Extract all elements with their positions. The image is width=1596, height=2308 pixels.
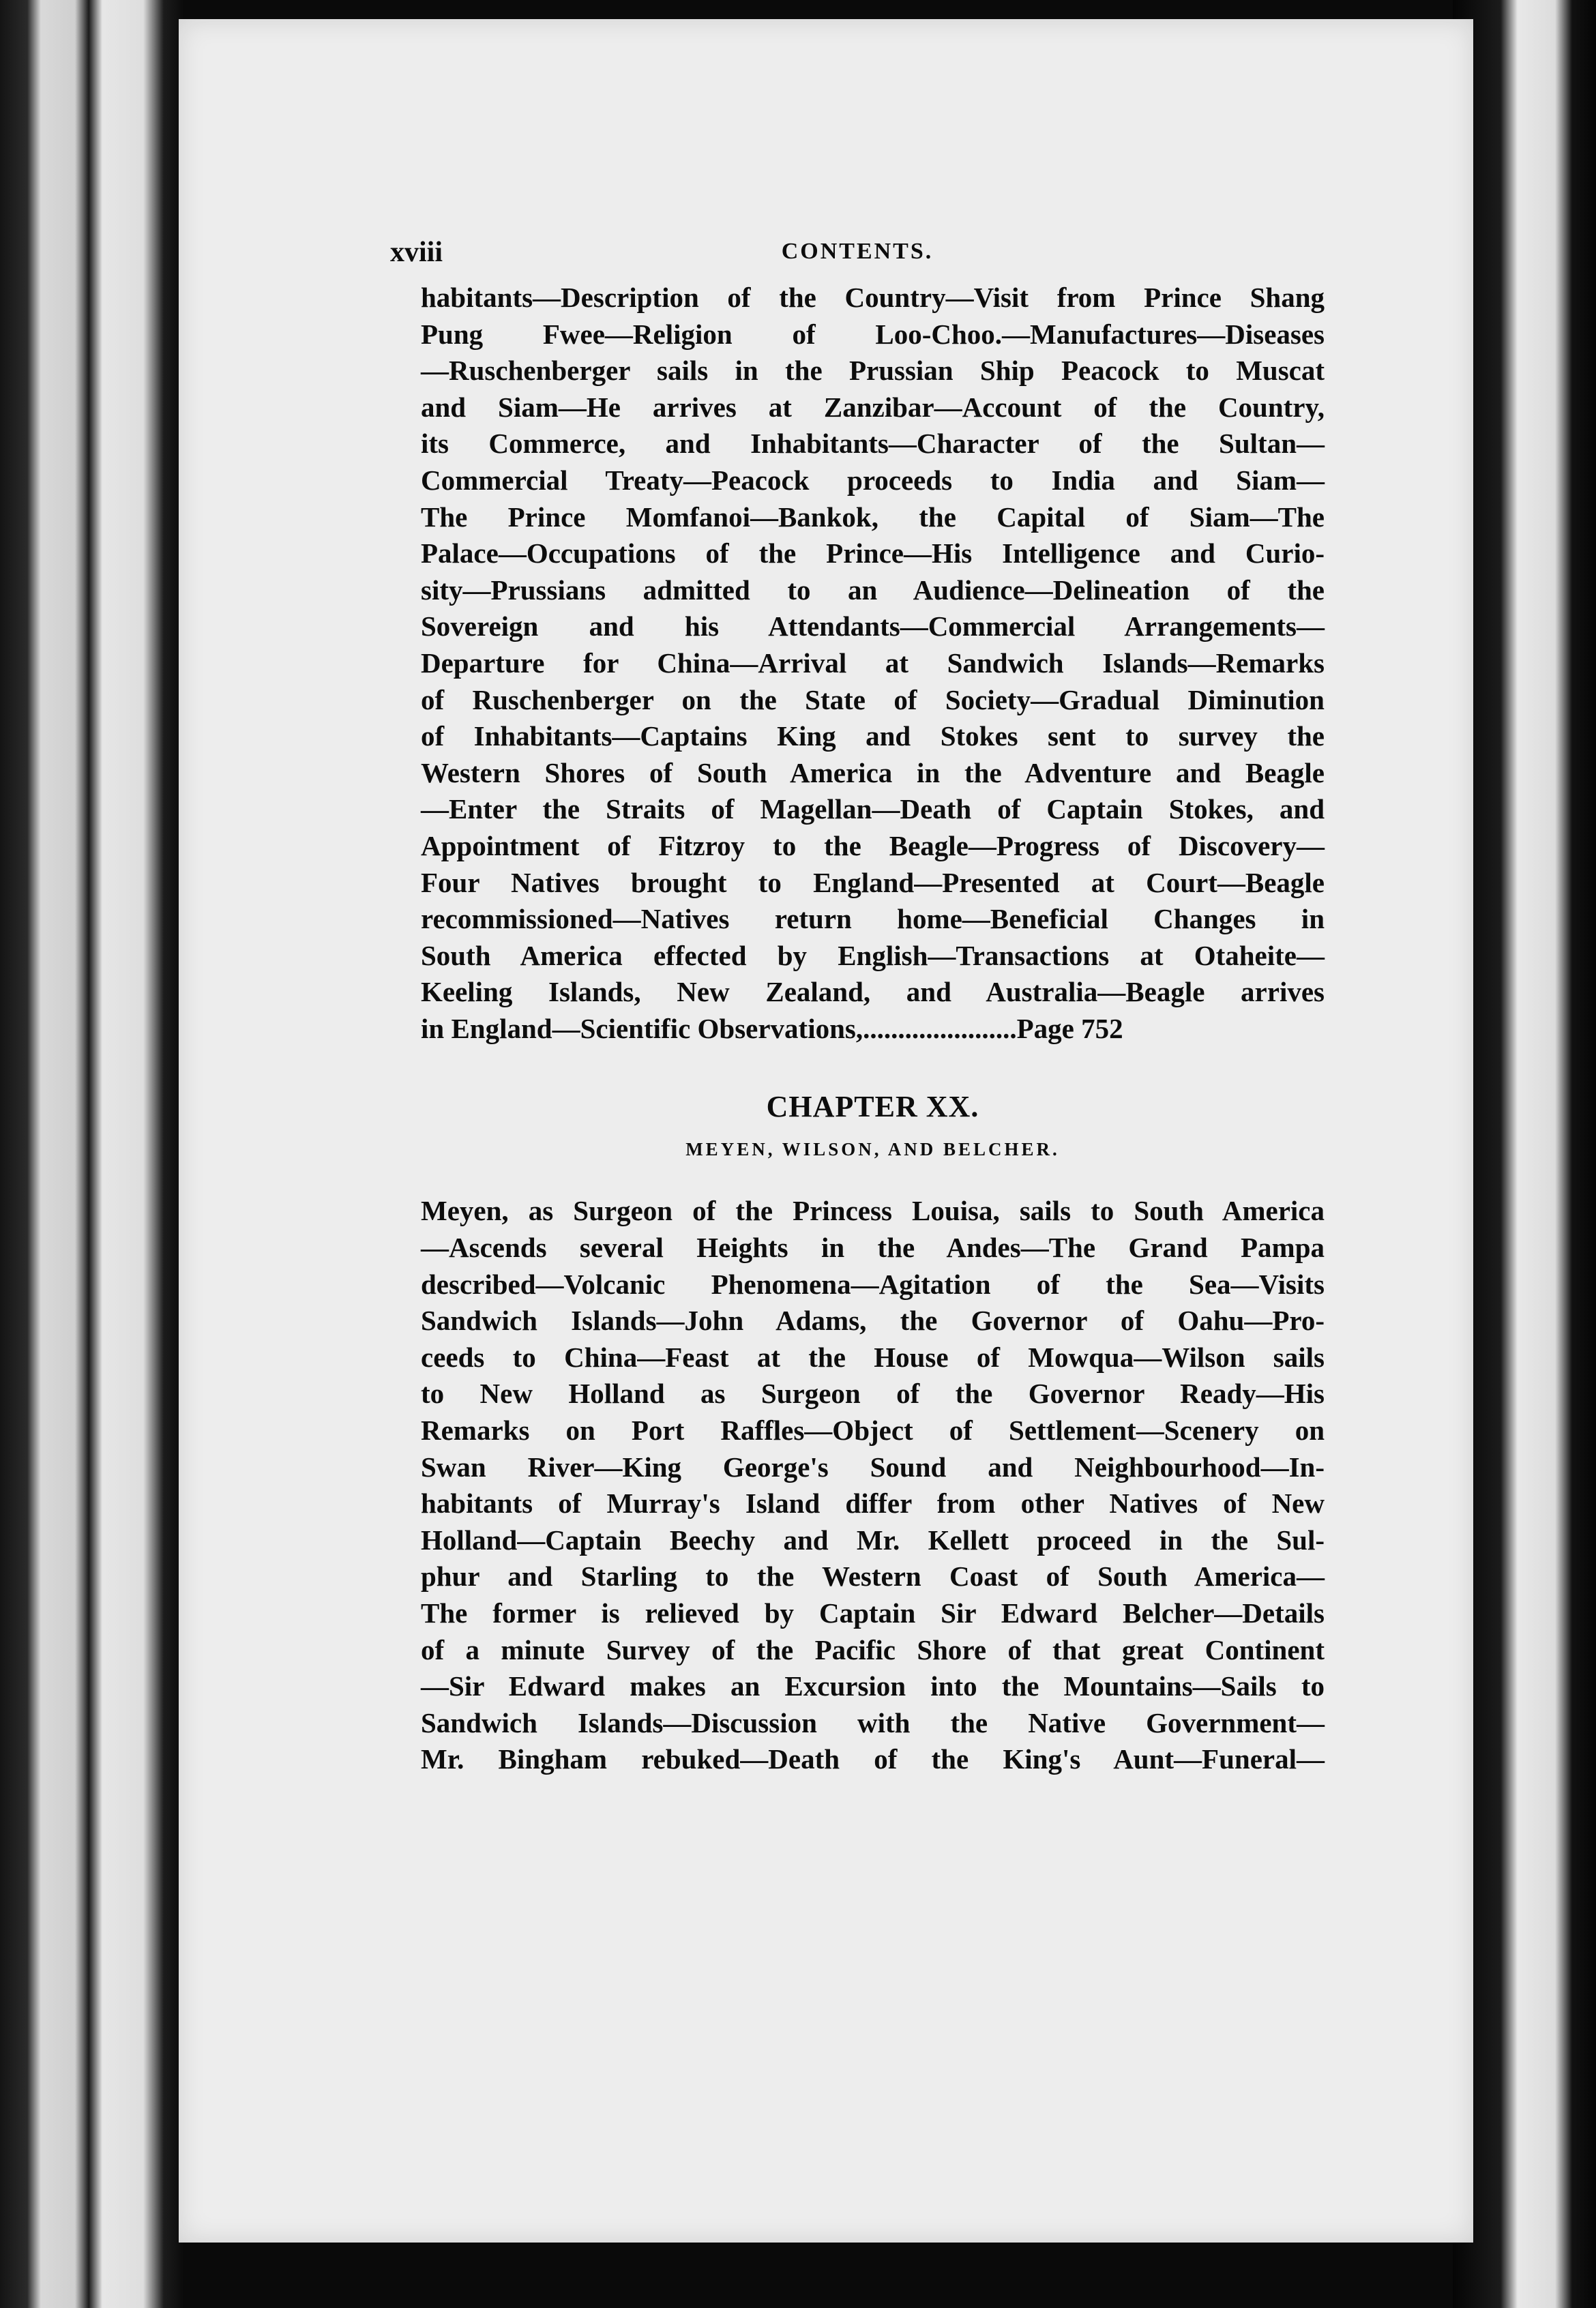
summary-line: —Ruschenberger sails in the Prussian Ship Peacock to Muscat — [421, 355, 1325, 387]
summary-line: Appointment of Fitzroy to the Beagle—Progress of Discovery— — [421, 829, 1325, 861]
right-page-edge — [1453, 0, 1596, 2308]
chapter-line: Swan River—King George's Sound and Neighbourhood—In- — [421, 1451, 1325, 1483]
left-page-edge — [0, 0, 184, 2308]
page-reference: Page 752 — [1016, 1012, 1123, 1044]
previous-chapter-summary — [421, 280, 1325, 1047]
summary-line: its Commerce, and Inhabitants—Character of the Sultan— — [421, 428, 1325, 460]
summary-line: Pung Fwee—Religion of Loo-Choo.—Manufactures—Diseases — [421, 318, 1325, 350]
summary-line: of Inhabitants—Captains King and Stokes sent to survey the — [421, 720, 1325, 752]
summary-line: Palace—Occupations of the Prince—His Intelligence and Curio- — [421, 537, 1325, 569]
summary-line: and Siam—He arrives at Zanzibar—Account of the Country, — [421, 391, 1325, 423]
chapter-line: phur and Starling to the Western Coast of South America— — [421, 1560, 1325, 1593]
chapter-line: Meyen, as Surgeon of the Princess Louisa, sails to South America — [421, 1195, 1325, 1227]
running-head — [390, 236, 1325, 280]
summary-last-line — [421, 1011, 1325, 1048]
summary-line: South America effected by English—Transactions at Otaheite— — [421, 939, 1325, 971]
summary-line: Western Shores of South America in the Adventure and Beagle — [421, 756, 1325, 788]
chapter-subtitle: MEYEN, WILSON, AND BELCHER. — [685, 1139, 1060, 1160]
chapter-line: Holland—Captain Beechy and Mr. Kellett proceed in the Sul- — [421, 1524, 1325, 1556]
chapter-line: —Ascends several Heights in the Andes—The Grand Pampa — [421, 1232, 1325, 1264]
chapter-title: CHAPTER XX. — [766, 1090, 979, 1124]
chapter-line: —Sir Edward makes an Excursion into the Mountains—Sails to — [421, 1670, 1325, 1702]
chapter-line: Sandwich Islands—John Adams, the Governor of Oahu—Pro- — [421, 1305, 1325, 1337]
summary-line: of Ruschenberger on the State of Society—Gradual Diminution — [421, 683, 1325, 715]
chapter-line: ceeds to China—Feast at the House of Mowqua—Wilson sails — [421, 1341, 1325, 1373]
summary-line: sity—Prussians admitted to an Audience—Delineation of the — [421, 574, 1325, 606]
summary-line: —Enter the Straits of Magellan—Death of Captain Stokes, and — [421, 793, 1325, 825]
summary-line: Four Natives brought to England—Presented at Court—Beagle — [421, 866, 1325, 898]
running-head-title: CONTENTS. — [781, 239, 934, 264]
chapter-line: The former is relieved by Captain Sir Edward Belcher—Details — [421, 1597, 1325, 1629]
summary-last-line-text: in England—Scientific Observations, — [421, 1012, 863, 1044]
summary-line: Sovereign and his Attendants—Commercial Arrangements— — [421, 610, 1325, 642]
chapter-summary — [421, 1193, 1325, 1778]
dot-leaders: ...................... — [863, 1012, 1017, 1044]
summary-line: recommissioned—Natives return home—Beneficial Changes in — [421, 903, 1325, 935]
summary-line: habitants—Description of the Country—Visit from Prince Shang — [421, 282, 1325, 313]
summary-line: The Prince Momfanoi—Bankok, the Capital of Siam—The — [421, 501, 1325, 533]
chapter-line: of a minute Survey of the Pacific Shore of that great Continent — [421, 1633, 1325, 1666]
chapter-line: habitants of Murray's Island differ from other Natives of New — [421, 1488, 1325, 1520]
book-page — [179, 19, 1473, 2243]
chapter-line: Remarks on Port Raffles—Object of Settlement—Scenery on — [421, 1415, 1325, 1447]
chapter-line: Mr. Bingham rebuked—Death of the King's Aunt—Funeral— — [421, 1743, 1325, 1775]
page-number: xviii — [390, 237, 443, 268]
summary-line: Keeling Islands, New Zealand, and Australia—Beagle arrives — [421, 976, 1325, 1008]
summary-line: Commercial Treaty—Peacock proceeds to India and Siam— — [421, 464, 1325, 496]
chapter-line: to New Holland as Surgeon of the Governor Ready—His — [421, 1378, 1325, 1410]
chapter-line: Sandwich Islands—Discussion with the Native Government— — [421, 1706, 1325, 1739]
summary-line: Departure for China—Arrival at Sandwich Islands—Remarks — [421, 647, 1325, 679]
page-text-area — [390, 236, 1325, 1778]
chapter-line: described—Volcanic Phenomena—Agitation of the Sea—Visits — [421, 1268, 1325, 1300]
